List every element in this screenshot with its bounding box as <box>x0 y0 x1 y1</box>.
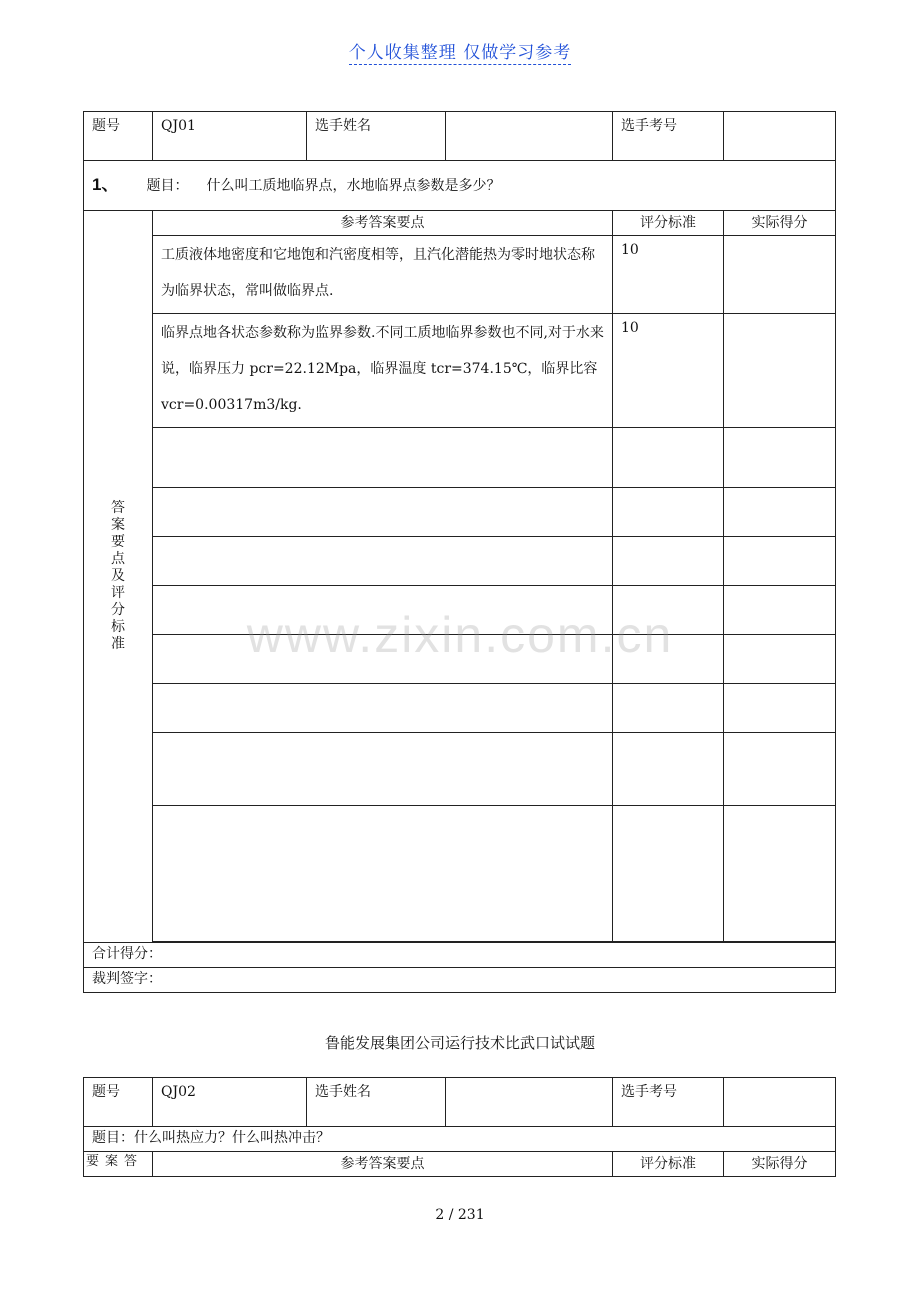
column-header-row <box>84 211 836 236</box>
empty-points-cell[interactable] <box>153 806 613 942</box>
watermark: www.zixin.com.cn <box>246 607 674 663</box>
empty-score-cell[interactable] <box>724 586 836 635</box>
question-label: 题目： <box>146 178 189 194</box>
answer-text: 临界点地各状态参数称为监界参数.不同工质地临界参数也不同,对于水来说，临界压力 pcr=22.12Mpa，临界温度 tcr=374.15℃，临界比容 vcr=0.00317m3/kg. <box>153 314 613 428</box>
empty-score-cell[interactable] <box>724 488 836 537</box>
answer-standard: 10 <box>613 314 724 428</box>
label-question-no: 题号 <box>84 112 153 161</box>
empty-points-cell[interactable] <box>153 586 613 635</box>
side-label: 答案要点及评分标准 <box>111 499 125 652</box>
judge-signature-label[interactable]: 裁判签字： <box>84 968 836 993</box>
empty-standard-cell[interactable] <box>613 684 724 733</box>
empty-points-cell[interactable] <box>153 635 613 684</box>
col-header-standard: 评分标准 <box>613 211 724 236</box>
empty-row <box>84 806 836 942</box>
empty-points-cell[interactable] <box>153 537 613 586</box>
question-text: 什么叫工质地临界点，水地临界点参数是多少？ <box>206 178 501 194</box>
col-header-score: 实际得分 <box>724 1152 836 1177</box>
answer-standard: 10 <box>613 236 724 314</box>
question-row <box>84 161 836 211</box>
question-text: 题目：什么叫热应力？什么叫热冲击？ <box>84 1127 836 1152</box>
answer-row <box>84 314 836 428</box>
empty-row <box>84 635 836 684</box>
answer-text: 工质液体地密度和它地饱和汽密度相等，且汽化潜能热为零时地状态称为临界状态，常叫做临界点. <box>153 236 613 314</box>
empty-score-cell[interactable] <box>724 733 836 806</box>
col-header-points: 参考答案要点 <box>153 1152 613 1177</box>
empty-score-cell[interactable] <box>724 684 836 733</box>
empty-row <box>84 537 836 586</box>
answer-score-field[interactable] <box>724 314 836 428</box>
label-contestant-id: 选手考号 <box>613 1078 724 1127</box>
col-header-standard: 评分标准 <box>613 1152 724 1177</box>
empty-row <box>84 684 836 733</box>
column-header-row <box>84 1152 836 1177</box>
col-header-score: 实际得分 <box>724 211 836 236</box>
empty-points-cell[interactable] <box>153 428 613 488</box>
empty-standard-cell[interactable] <box>613 488 724 537</box>
side-label-cell <box>84 211 153 943</box>
empty-row <box>84 733 836 806</box>
empty-standard-cell[interactable] <box>613 586 724 635</box>
col-header-points: 参考答案要点 <box>153 211 613 236</box>
empty-points-cell[interactable] <box>153 733 613 806</box>
exam-sheet-qj01 <box>83 111 836 993</box>
question-no-value: QJ02 <box>153 1078 307 1127</box>
contestant-id-field[interactable] <box>724 1078 836 1127</box>
empty-score-cell[interactable] <box>724 635 836 684</box>
label-question-no: 题号 <box>84 1078 153 1127</box>
question-cell <box>84 161 836 211</box>
empty-points-cell[interactable] <box>153 488 613 537</box>
empty-points-cell[interactable] <box>153 684 613 733</box>
page-header <box>0 38 920 63</box>
empty-score-cell[interactable] <box>724 428 836 488</box>
exam-caption: 鲁能发展集团公司运行技术比武口试试题 <box>324 1034 595 1052</box>
label-contestant-name: 选手姓名 <box>307 1078 446 1127</box>
empty-row <box>84 428 836 488</box>
empty-row <box>84 586 836 635</box>
side-label-partial: 要案答 <box>84 1152 153 1177</box>
total-row <box>84 943 836 968</box>
header-text: 个人收集整理 仅做学习参考 <box>348 43 572 63</box>
empty-standard-cell[interactable] <box>613 428 724 488</box>
empty-standard-cell[interactable] <box>613 806 724 942</box>
answer-row <box>84 236 836 314</box>
answer-score-field[interactable] <box>724 236 836 314</box>
total-score-label[interactable]: 合计得分： <box>84 943 836 968</box>
signature-row <box>84 968 836 993</box>
page-number: 2 / 231 <box>435 1207 485 1223</box>
empty-standard-cell[interactable] <box>613 733 724 806</box>
contestant-name-field[interactable] <box>446 1078 613 1127</box>
empty-standard-cell[interactable] <box>613 537 724 586</box>
empty-row <box>84 488 836 537</box>
empty-score-cell[interactable] <box>724 806 836 942</box>
empty-score-cell[interactable] <box>724 537 836 586</box>
question-number: 1、 <box>92 175 119 194</box>
info-row <box>84 112 836 161</box>
label-contestant-id: 选手考号 <box>613 112 724 161</box>
contestant-id-field[interactable] <box>724 112 836 161</box>
info-row <box>84 1078 836 1127</box>
empty-standard-cell[interactable] <box>613 635 724 684</box>
exam-sheet-qj02 <box>83 1077 836 1177</box>
label-contestant-name: 选手姓名 <box>307 112 446 161</box>
question-row <box>84 1127 836 1152</box>
contestant-name-field[interactable] <box>446 112 613 161</box>
question-no-value: QJ01 <box>153 112 307 161</box>
